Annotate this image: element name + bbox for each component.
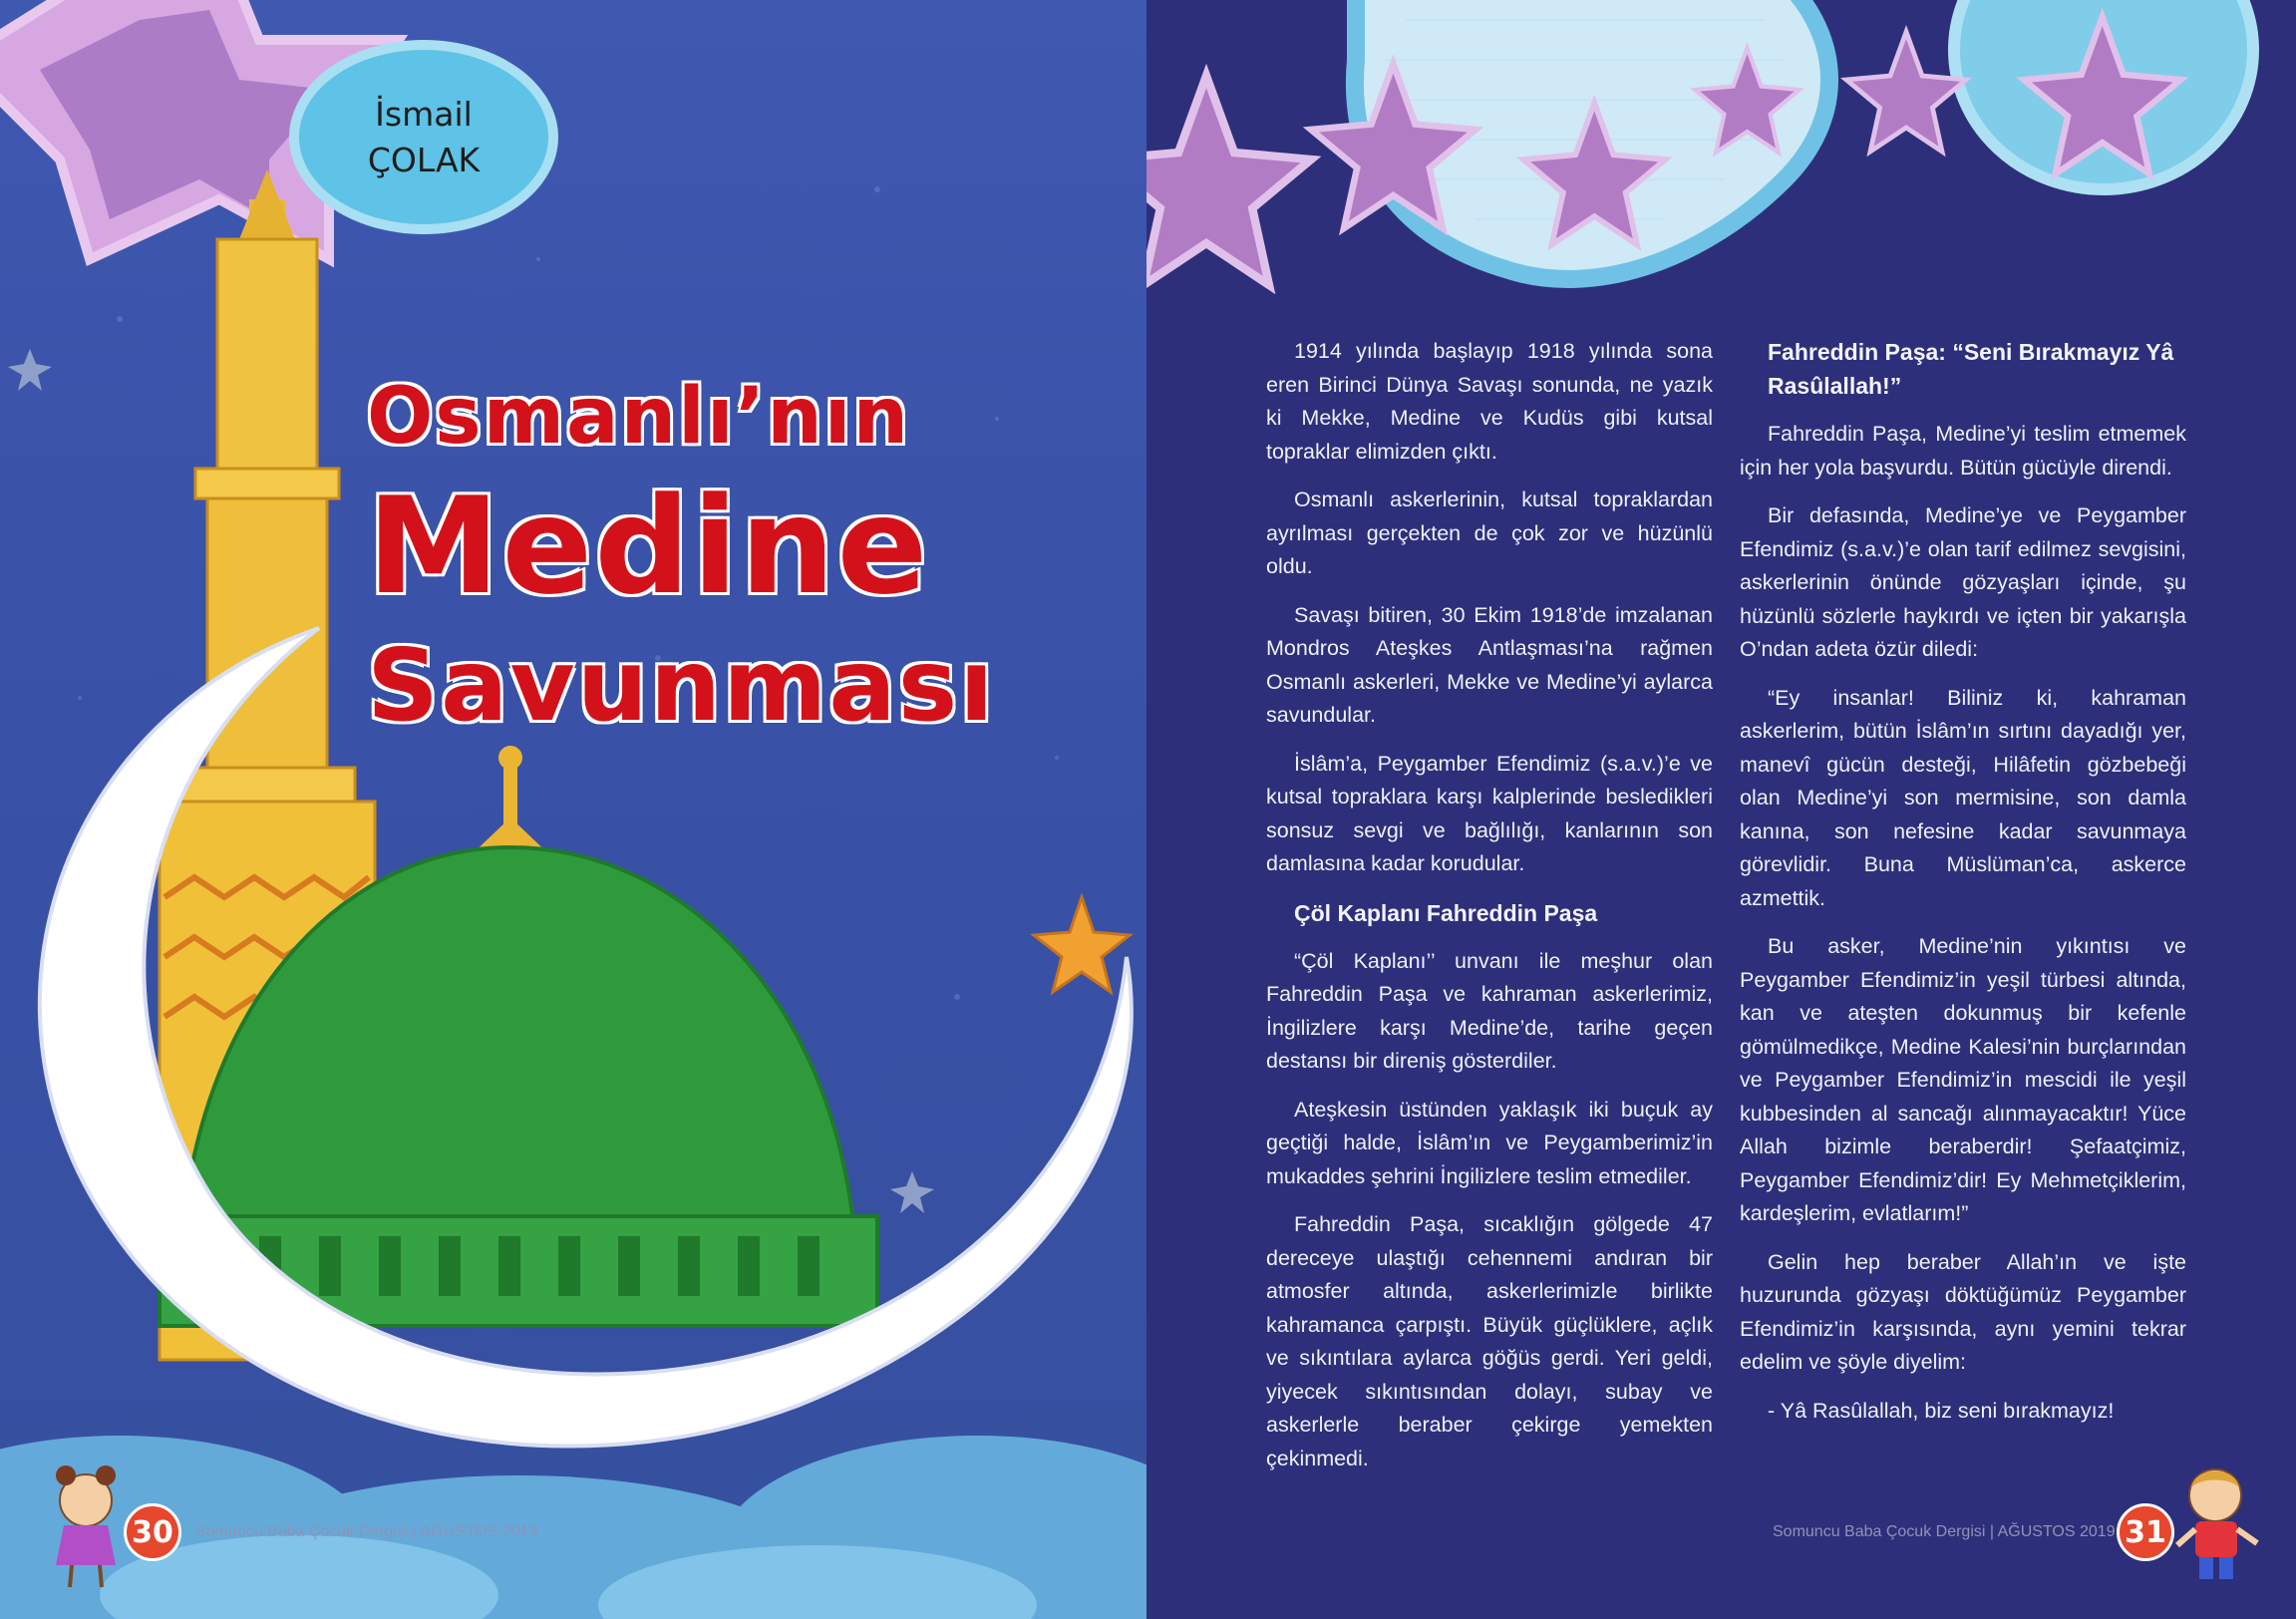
left-footer-text: Somuncu Baba Çocuk Dergisi | AĞUSTOS 2019	[195, 1523, 538, 1540]
right-footer-text: Somuncu Baba Çocuk Dergisi | AĞUSTOS 2019	[1773, 1523, 2116, 1540]
author-last-name: ÇOLAK	[367, 140, 481, 179]
title-line-3: Savunması	[367, 627, 996, 744]
paragraph: Gelin hep beraber Allah’ın ve işte huzurunda gözyaşı döktüğümüz Peygamber Efendimiz’in karşısında, aynı yemini tekrar edelim ve şöyle diyelim:	[1740, 1249, 2186, 1374]
text-column-1	[1266, 335, 1713, 1490]
text-column-2	[1740, 335, 2186, 1443]
paragraph: Savaşı bitiren, 30 Ekim 1918’de imzalanan Mondros Ateşkes Antlaşması’na rağmen Osmanlı askerleri, Mekke ve Medine’yi aylarca savundular.	[1266, 602, 1713, 727]
author-first-name: İsmail	[375, 94, 473, 134]
paragraph: Fahreddin Paşa, sıcaklığın gölgede 47 dereceye ulaştığı cehennemi andıran bir atmosfer altında, askerlerimizle birlikte kahramanca çarpıştı. Büyük güçlüklere, açlık ve sıkıntılara aylarca göğüs gerdi. Yeri geldi, yiyecek sıkıntısından dolayı, subay ve askerlerle beraber çekirge yemekten çekinmedi.	[1266, 1212, 1713, 1470]
paragraph: Osmanlı askerlerinin, kutsal topraklardan ayrılması gerçekten de çok zor ve hüzünlü oldu.	[1266, 487, 1713, 578]
star-icon	[1147, 76, 1311, 285]
quote-paragraph: Bu asker, Medine’nin yıkıntısı ve Peygamber Efendimiz’in yeşil türbesi altında, kan ve ateşten dokunmuş bir kefenle gömülmedikçe, Medine Kalesi’nin burçlarından ve Peygamber Efendimiz’in mescidi ile yeşil kubbesinden al sancağı alınmayacaktır! Yüce Allah bizimle beraberdir! Şefaatçimiz, Peygamber Efendimiz’dir! Ey Mehmetçiklerim, kardeşlerim, evlatlarım!”	[1740, 934, 2186, 1225]
quote-paragraph: “Ey insanlar! Biliniz ki, kahraman askerlerim, bütün İslâm’ın sırtını dayadığı yer, manevî gücün desteği, Hilâfetin gözbebeği olan Medine’yi son mermisine, son damla kanına, son nefesine kadar savunmaya görevlidir. Buna Müslüman’ca, askerce azmettik.	[1740, 685, 2186, 910]
title-line-2: Medine	[367, 469, 930, 624]
paragraph: 1914 yılında başlayıp 1918 yılında sona eren Birinci Dünya Savaşı sonunda, ne yazık ki Mekke, Medine ve Kudüs gibi kutsal topraklar elimizden çıktı.	[1266, 339, 1713, 464]
left-page	[0, 0, 1147, 1619]
title-line-1: Osmanlı’nın	[367, 372, 911, 462]
boy-character-icon	[2173, 1465, 2263, 1585]
illustration	[0, 0, 1147, 1619]
paragraph: Fahreddin Paşa, Medine’yi teslim etmemek için her yola başvurdu. Bütün gücüyle direndi.	[1740, 422, 2186, 480]
header-decoration	[1147, 0, 2296, 359]
right-page	[1147, 0, 2296, 1619]
paragraph: Bir defasında, Medine’ye ve Peygamber Efendimiz (s.a.v.)’e olan tarif edilmez sevgisini, askerlerinin önünde gözyaşları içinde, şu hüzünlü sözlerle haykırdı ve içten bir yakarışla O’ndan adeta özür diledi:	[1740, 503, 2186, 661]
page-number-right: 31	[2117, 1503, 2174, 1561]
paragraph: İslâm’a, Peygamber Efendimiz (s.a.v.)’e ve kutsal topraklara karşı kalplerinde besledikleri sonsuz sevgi ve bağlılığı, kanlarının son damlasına kadar korudular.	[1266, 751, 1713, 875]
page-number-left: 30	[124, 1503, 181, 1561]
article-title	[367, 367, 1065, 746]
paragraph: “Çöl Kaplanı’’ unvanı ile meşhur olan Fahreddin Paşa ve kahraman askerlerimiz, İngilizlere karşı Medine’de, tarihe geçen destansı bir direniş gösterdiler.	[1266, 948, 1713, 1073]
paragraph: Ateşkesin üstünden yaklaşık iki buçuk ay geçtiği halde, İslâm’ın ve Peygamberimiz’in mukaddes şehrini İngilizlere teslim etmediler.	[1266, 1097, 1713, 1188]
section-heading: Çöl Kaplanı Fahreddin Paşa	[1294, 899, 1598, 926]
star-icon	[1034, 897, 1130, 992]
closing-line: - Yâ Rasûlallah, biz seni bırakmayız!	[1768, 1398, 2115, 1423]
author-badge	[299, 50, 548, 224]
section-heading: Fahreddin Paşa: “Seni Bırakmayız Yâ Rasûlallah!”	[1768, 339, 2174, 399]
